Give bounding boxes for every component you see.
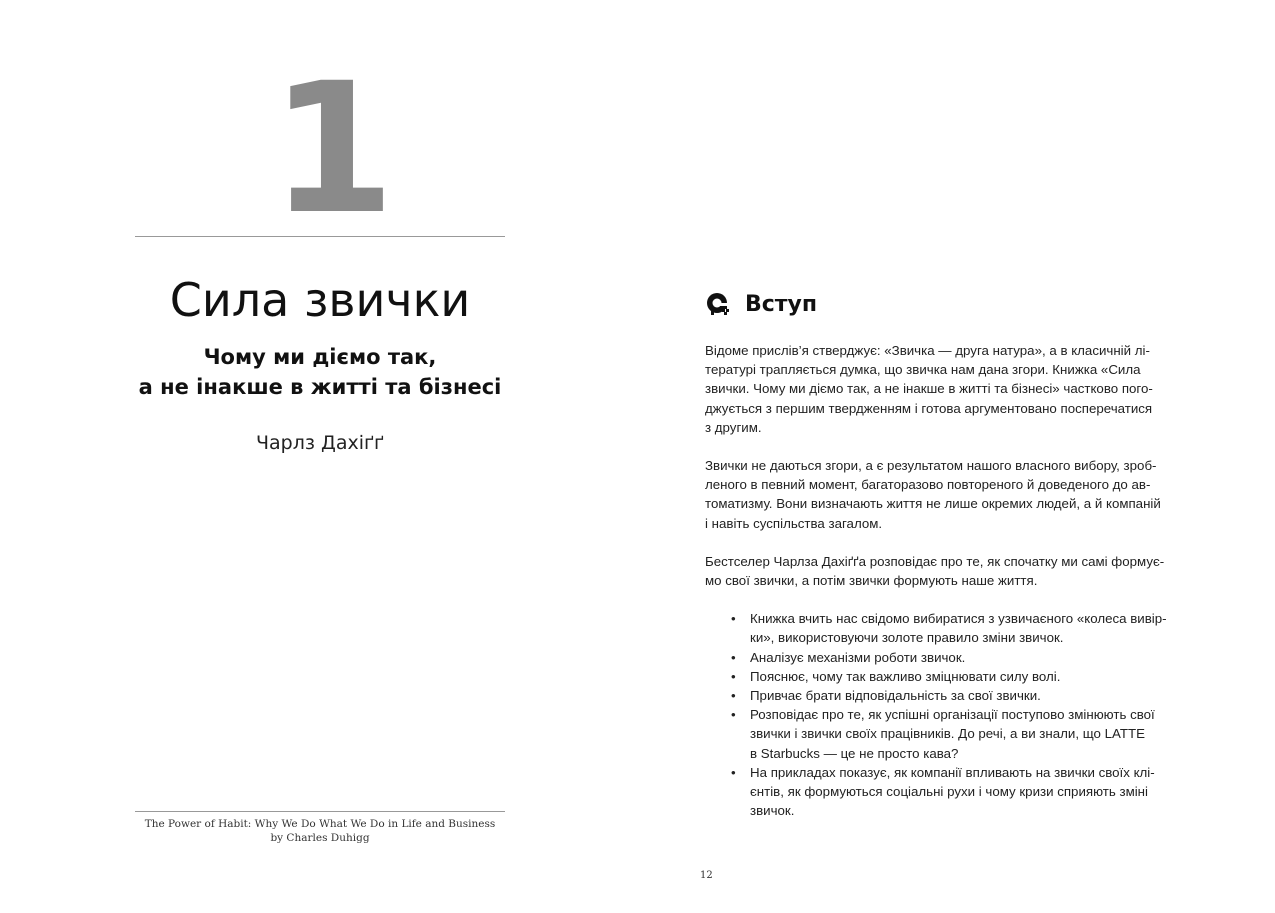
left-page xyxy=(0,0,637,913)
page-number: 12 xyxy=(700,870,713,881)
text-line: і навіть суспільства загалом. xyxy=(705,515,883,531)
text-line: в Starbucks — це не просто кава? xyxy=(750,745,959,761)
text-line: • Пояснює, чому так важливо зміцнювати силу волі. xyxy=(750,668,1061,684)
text-line: єнтів, як формуються соціальні рухи і чому кризи сприяють зміні xyxy=(750,784,1148,800)
title-divider-bottom xyxy=(135,811,505,812)
book-author: Чарлз Дахіґґ xyxy=(256,432,384,454)
intro-text xyxy=(705,341,1213,820)
text-line: звички. Чому ми діємо так, а не інакше в житті та бізнесі» частково пого- xyxy=(705,381,1153,397)
feature-list xyxy=(705,609,1213,820)
list-item xyxy=(731,609,1213,647)
text-line: Бестселер Чарлза Дахіґґа розповідає про те, як спочатку ми самі формує- xyxy=(705,553,1165,569)
text-line: томатизму. Вони визначають життя не лише окремих людей, а й компаній xyxy=(705,496,1161,512)
text-line: • На прикладах показує, як компанії впливають на звички своїх клі- xyxy=(750,764,1155,780)
text-line: Звички не даються згори, а є результатом нашого власного вибору, зроб- xyxy=(705,458,1157,474)
original-title xyxy=(110,817,530,845)
text-line: джується з першим твердженням і готова аргументовано посперечатися xyxy=(705,400,1153,416)
text-line: звички і звички своїх працівників. До речі, а ви знали, що LATTE xyxy=(750,726,1145,742)
title-divider-top xyxy=(135,236,505,237)
section-heading xyxy=(705,287,817,321)
subtitle-line: а не інакше в житті та бізнесі xyxy=(138,375,502,399)
stylized-brand-logo-icon xyxy=(705,290,733,318)
original-title-line: The Power of Habit: Why We Do What We Do in Life and Business xyxy=(144,818,496,830)
book-title: Сила звички xyxy=(169,273,471,327)
subtitle-line: Чому ми діємо так, xyxy=(203,345,437,369)
right-page xyxy=(637,0,1275,913)
section-title: Вступ xyxy=(745,291,818,317)
list-item xyxy=(731,648,1213,667)
list-item xyxy=(731,763,1213,821)
list-item xyxy=(731,705,1213,763)
text-line: • Аналізує механізми роботи звичок. xyxy=(750,649,966,665)
list-item xyxy=(731,667,1213,686)
original-title-line: by Charles Duhigg xyxy=(270,832,370,844)
paragraph xyxy=(705,456,1213,533)
text-line: • Привчає брати відповідальність за свої звички. xyxy=(750,688,1041,704)
text-line: мо свої звички, а потім звички формують наше життя. xyxy=(705,573,1038,589)
text-line: звичок. xyxy=(750,803,795,819)
paragraph xyxy=(705,341,1213,437)
chapter-number: 1 xyxy=(270,45,396,254)
text-line: • Книжка вчить нас свідомо вибиратися з узвичаєного «колеса вивір- xyxy=(750,611,1167,627)
text-line: ки», використовуючи золоте правило зміни звичок. xyxy=(750,630,1064,646)
text-line: тературі трапляється думка, що звичка нам дана згори. Книжка «Сила xyxy=(705,362,1141,378)
text-line: з другим. xyxy=(705,419,762,435)
paragraph xyxy=(705,552,1213,590)
list-item xyxy=(731,686,1213,705)
text-line: Відоме прислів’я стверджує: «Звичка — друга натура», а в класичній лі- xyxy=(705,343,1150,358)
text-line: • Розповідає про те, як успішні організації поступово змінюють свої xyxy=(750,707,1155,723)
text-line: леного в певний момент, багаторазово повтореного й доведеного до ав- xyxy=(705,477,1151,493)
book-subtitle xyxy=(100,342,540,402)
